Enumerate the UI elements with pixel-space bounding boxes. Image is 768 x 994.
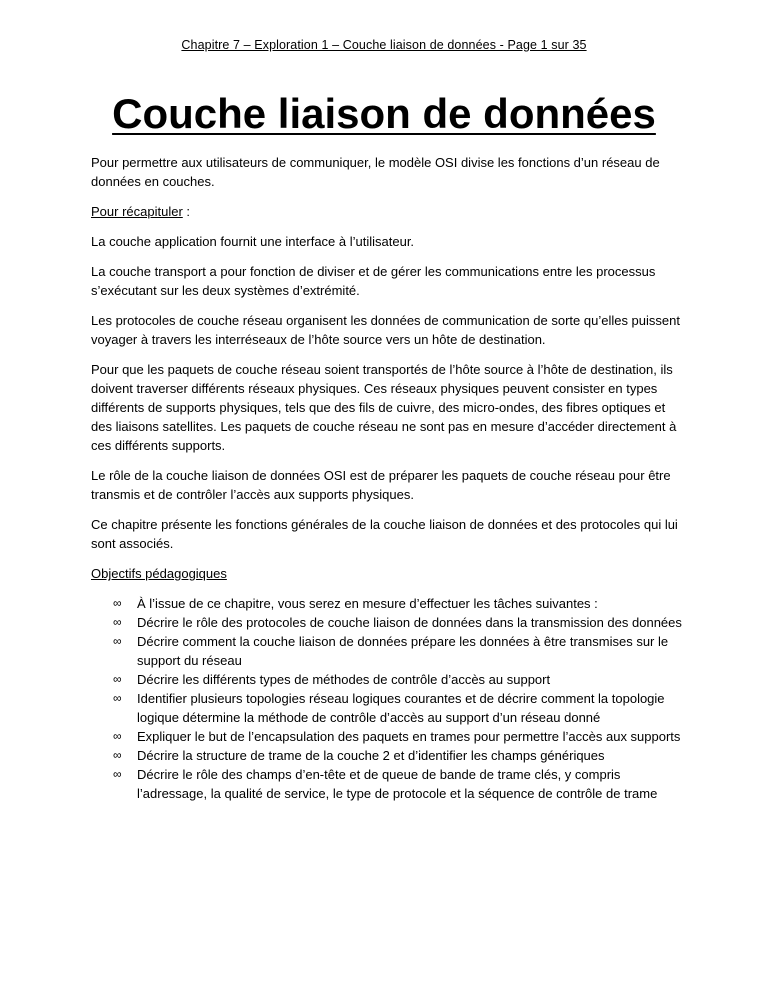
page-title: Couche liaison de données: [112, 90, 656, 137]
recap-label: Pour récapituler: [91, 204, 183, 219]
objective-item: [91, 727, 685, 746]
infinity-bullet-icon: ∞: [113, 748, 122, 762]
objective-text: Décrire le rôle des protocoles de couche liaison de données dans la transmission des données: [137, 615, 682, 630]
recap-suffix: :: [182, 204, 191, 219]
objective-text: À l’issue de ce chapitre, vous serez en mesure d’effectuer les tâches suivantes :: [137, 596, 598, 611]
infinity-bullet-icon: ∞: [113, 767, 122, 781]
page-header: Chapitre 7 – Exploration 1 – Couche liaison de données - Page 1 sur 35: [181, 38, 587, 52]
intro-paragraph: Pour permettre aux utilisateurs de communiquer, le modèle OSI divise les fonctions d’un réseau de données en couches.: [91, 155, 660, 189]
transport-layer-paragraph: La couche transport a pour fonction de diviser et de gérer les communications entre les processus s’exécutant sur les deux systèmes d’extrémité.: [91, 264, 656, 298]
objective-item: [91, 689, 685, 727]
objective-text: Décrire les différents types de méthodes de contrôle d’accès au support: [137, 672, 551, 687]
data-link-role-paragraph: Le rôle de la couche liaison de données OSI est de préparer les paquets de couche réseau pour être transmis et de contrôler l’accès aux supports physiques.: [91, 468, 671, 502]
recap-line: [91, 202, 685, 221]
objectives-heading: Objectifs pédagogiques: [91, 566, 227, 581]
objective-item: [91, 632, 685, 670]
application-layer-paragraph: La couche application fournit une interface à l’utilisateur.: [91, 234, 415, 249]
objective-item: [91, 613, 685, 632]
chapter-summary-paragraph: Ce chapitre présente les fonctions générales de la couche liaison de données et des protocoles qui lui sont associés.: [91, 517, 678, 551]
objective-text: Identifier plusieurs topologies réseau logiques courantes et de décrire comment la topologie logique détermine la méthode de contrôle d’accès au support d’un réseau donné: [137, 691, 665, 725]
infinity-bullet-icon: ∞: [113, 634, 122, 648]
objective-item: [91, 765, 685, 803]
infinity-bullet-icon: ∞: [113, 672, 122, 686]
infinity-bullet-icon: ∞: [113, 615, 122, 629]
objective-text: Expliquer le but de l’encapsulation des paquets en trames pour permettre l’accès aux supports: [137, 729, 681, 744]
infinity-bullet-icon: ∞: [113, 596, 122, 610]
physical-networks-paragraph: Pour que les paquets de couche réseau soient transportés de l’hôte source à l’hôte de destination, ils doivent traverser différents réseaux physiques. Ces réseaux physiques peuvent consister en types différents de supports physiques, tels que des fils de cuivre, des micro-ondes, des fibres optiques et des liaisons satellites. Les paquets de couche réseau ne sont pas en mesure d’accéder directement à ces différents supports.: [91, 362, 677, 453]
document-body: [91, 153, 685, 803]
objective-text: Décrire la structure de trame de la couche 2 et d’identifier les champs génériques: [137, 748, 605, 763]
objectives-list: [91, 594, 685, 803]
objective-text: Décrire le rôle des champs d’en-tête et de queue de bande de trame clés, y compris l’adressage, la qualité de service, le type de protocole et la séquence de contrôle de trame: [137, 767, 658, 801]
infinity-bullet-icon: ∞: [113, 691, 122, 705]
infinity-bullet-icon: ∞: [113, 729, 122, 743]
network-layer-paragraph: Les protocoles de couche réseau organisent les données de communication de sorte qu’elles puissent voyager à travers les interréseaux de l’hôte source vers un hôte de destination.: [91, 313, 680, 347]
objective-item: [91, 594, 685, 613]
objective-item: [91, 670, 685, 689]
objective-item: [91, 746, 685, 765]
objective-text: Décrire comment la couche liaison de données prépare les données à être transmises sur le support du réseau: [137, 634, 669, 668]
